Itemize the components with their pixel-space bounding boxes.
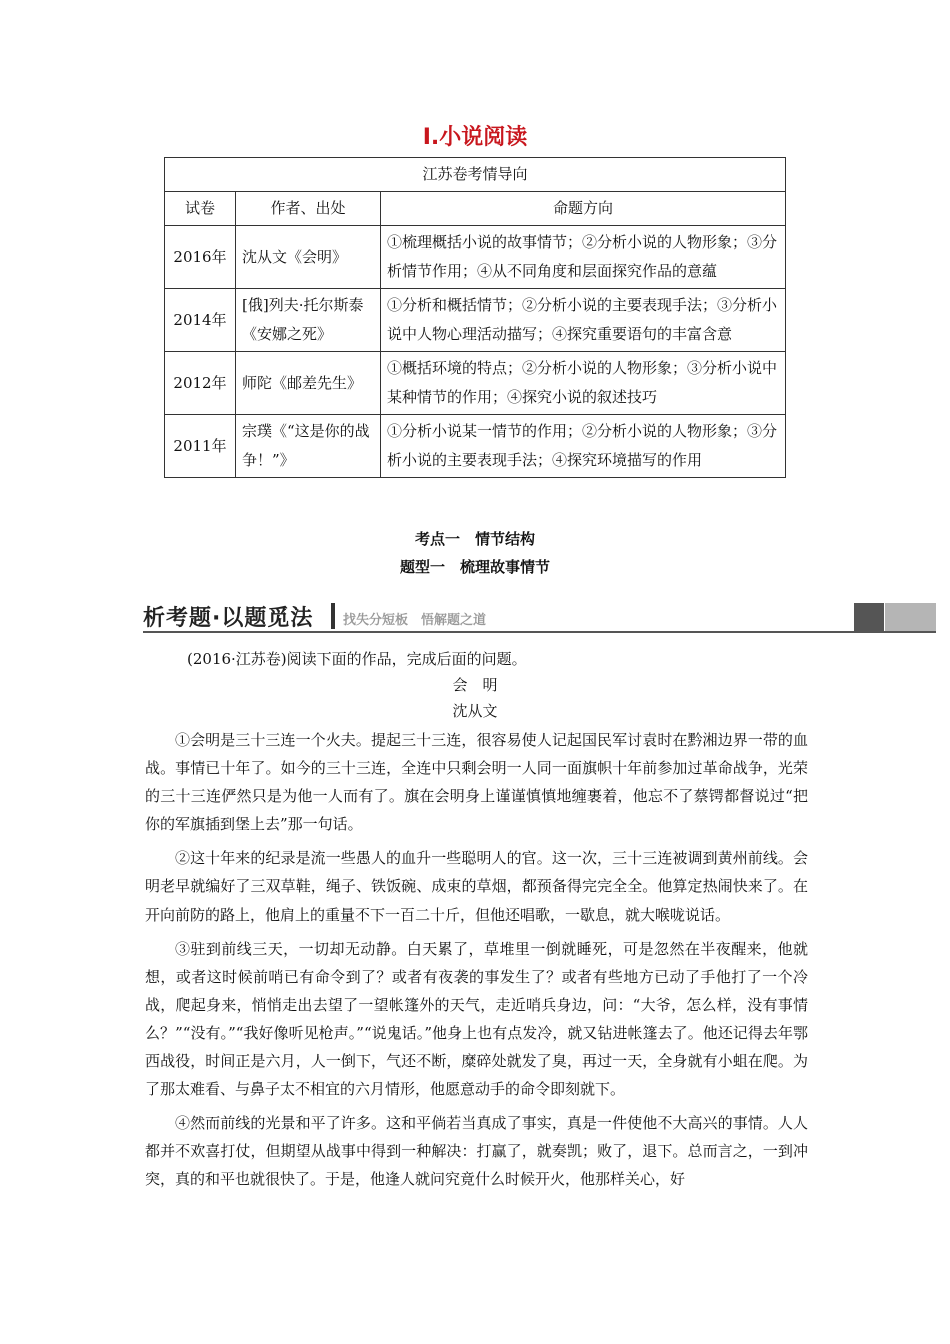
tixing-heading: 题型一 梳理故事情节 <box>399 558 550 576</box>
row-direction: ①分析小说某一情节的作用；②分析小说的人物形象；③分析小说的主要表现手法；④探究环境描写的作用 <box>381 415 786 478</box>
table-row <box>165 352 786 415</box>
section-title: Ⅰ.小说阅读 <box>422 125 528 150</box>
table-header-row <box>165 192 786 226</box>
kaodian-heading: 考点一 情节结构 <box>414 530 535 548</box>
header-direction: 命题方向 <box>381 192 786 226</box>
row-direction: ①概括环境的特点；②分析小说的人物形象；③分析小说中某种情节的作用；④探究小说的叙述技巧 <box>381 352 786 415</box>
paragraph: ①会明是三十三连一个火夫。提起三十三连，很容易使人记起国民军讨袁时在黔湘边界一带的血战。事情已十年了。如今的三十三连，全连中只剩会明一人同一面旗帜十年前参加过革命战争，光荣的三十三连俨然只是为他一人而有了。旗在会明身上谨谨慎慎地缠裹着，他忘不了蔡锷都督说过“把你的军旗插到堡上去”那一句话。 <box>145 731 808 834</box>
row-author: 师陀《邮差先生》 <box>236 352 381 415</box>
table-row <box>165 226 786 289</box>
banner-title: 析考题·以题觅法 <box>143 606 314 631</box>
row-year: 2014年 <box>165 289 236 352</box>
banner-light-block <box>885 603 936 631</box>
table-row <box>165 415 786 478</box>
paragraph: ②这十年来的纪录是流一些愚人的血升一些聪明人的官。这一次，三十三连被调到黄州前线。会明老早就编好了三双草鞋，绳子、铁饭碗、成束的草烟，都预备得完完全全。他算定热闹快来了。在开向前防的路上，他肩上的重量不下一百二十斤，但他还唱歌，一歇息，就大喉咙说话。 <box>145 849 808 924</box>
story-author: 沈从文 <box>452 702 498 720</box>
header-author: 作者、出处 <box>236 192 381 226</box>
table-row <box>165 289 786 352</box>
row-year: 2012年 <box>165 352 236 415</box>
banner-dark-block <box>854 603 884 631</box>
row-author: 沈从文《会明》 <box>236 226 381 289</box>
row-direction: ①梳理概括小说的故事情节；②分析小说的人物形象；③分析情节作用；④从不同角度和层面探究作品的意蕴 <box>381 226 786 289</box>
table-caption: 江苏卷考情导向 <box>165 158 786 192</box>
story-title: 会 明 <box>452 676 498 694</box>
row-author: 宗璞《“这是你的战争！”》 <box>236 415 381 478</box>
section-banner <box>143 599 936 635</box>
row-year: 2016年 <box>165 226 236 289</box>
paragraph: ③驻到前线三天，一切却无动静。白天累了，草堆里一倒就睡死，可是忽然在半夜醒来，他就想，或者这时候前哨已有命令到了？或者有夜袭的事发生了？或者有些地方已动了手他打了一个冷战，爬起身来，悄悄走出去望了一望帐篷外的天气，走近哨兵身边，问：“大爷，怎么样，没有事情么？”“没有。”“我好像听见枪声。”“说鬼话。”他身上也有点发冷，就又钻进帐篷去了。他还记得去年鄂西战役，时间正是六月，人一倒下，气还不断，糜碎处就发了臭，再过一天，全身就有小蛆在爬。为了那太难看、与鼻子太不相宜的六月情形，他愿意动手的命令即刻就下。 <box>145 939 808 1099</box>
row-direction: ①分析和概括情节；②分析小说的主要表现手法；③分析小说中人物心理活动描写；④探究重要语句的丰富含意 <box>381 289 786 352</box>
row-year: 2011年 <box>165 415 236 478</box>
story-body <box>145 726 808 1200</box>
exam-trend-table <box>164 157 786 478</box>
banner-subtitle: 找失分短板 悟解题之道 <box>343 613 487 628</box>
row-author: [俄]列夫·托尔斯泰《安娜之死》 <box>236 289 381 352</box>
banner-separator <box>331 603 335 629</box>
table-caption-row <box>165 158 786 192</box>
header-year: 试卷 <box>165 192 236 226</box>
source-line: (2016·江苏卷)阅读下面的作品，完成后面的问题。 <box>187 650 527 668</box>
paragraph: ④然而前线的光景和平了许多。这和平倘若当真成了事实，真是一件使他不大高兴的事情。人人都并不欢喜打仗，但期望从战事中得到一种解决：打赢了，就奏凯；败了，退下。总而言之，一到冲突，真的和平也就很快了。于是，他逢人就问究竟什么时候开火，他那样关心，好 <box>145 1114 808 1189</box>
